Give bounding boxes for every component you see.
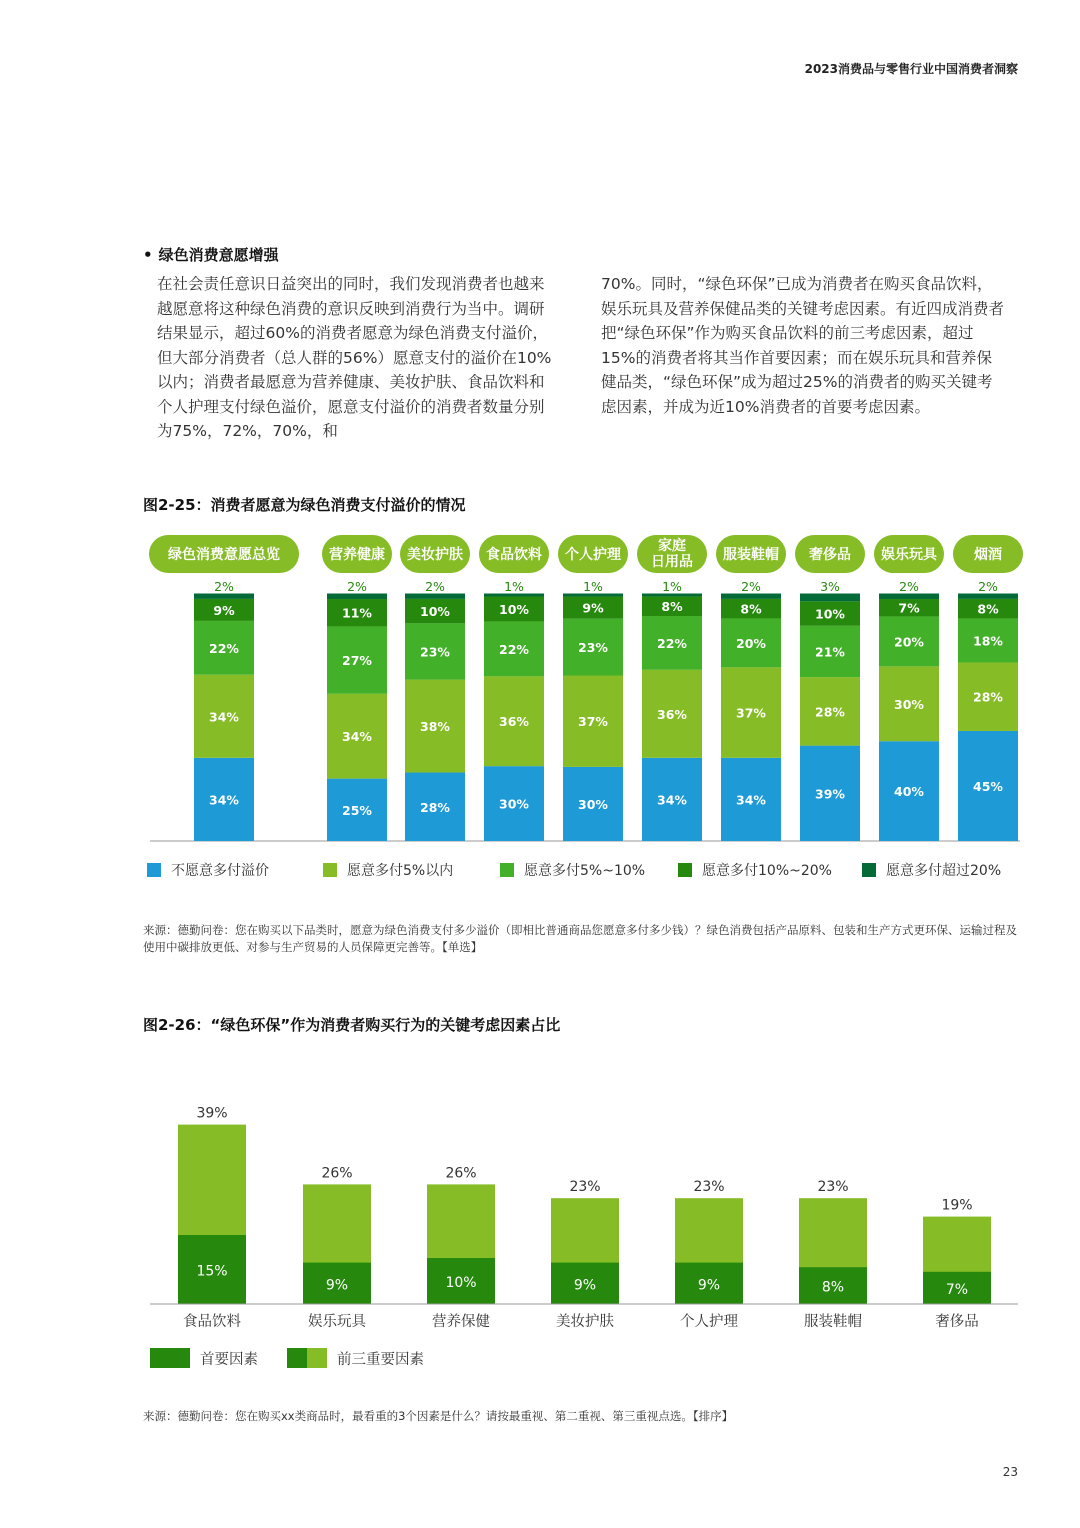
- category-label: 食品饮料: [486, 547, 542, 563]
- legend-label: 愿意多付超过20%: [886, 863, 1002, 879]
- bar-value-label: 7%: [898, 600, 920, 616]
- top-value-label: 2%: [347, 579, 367, 594]
- category-label: 日用品: [651, 554, 693, 570]
- bar-value-label: 38%: [420, 719, 450, 735]
- x-tick-label: 美妆护肤: [556, 1314, 614, 1330]
- bar-total-label: 23%: [569, 1179, 601, 1196]
- bar-value-label: 28%: [815, 704, 845, 720]
- top-value-label: 1%: [504, 579, 524, 594]
- bar-value-label: 30%: [578, 796, 608, 812]
- willingness-stacked-bar-chart: [0, 530, 1080, 890]
- category-label: 奢侈品: [809, 547, 851, 563]
- top-value-label: 2%: [899, 579, 919, 594]
- bar-value-label: 34%: [209, 709, 239, 725]
- bar-value-label: 8%: [740, 601, 762, 617]
- category-label: 服装鞋帽: [723, 547, 779, 563]
- figure1-title: 图2-25：消费者愿意为绿色消费支付溢价的情况: [143, 496, 466, 514]
- bar-value-label: 20%: [736, 635, 766, 651]
- bar-value-label: 9%: [213, 602, 235, 618]
- bar-primary-label: 8%: [821, 1279, 845, 1296]
- top-value-label: 2%: [214, 579, 234, 594]
- legend-label: 愿意多付5%以内: [347, 863, 454, 879]
- bar-value-label: 36%: [657, 706, 687, 722]
- figure2-title: 图2-26：“绿色环保”作为消费者购买行为的关键考虑因素占比: [143, 1016, 561, 1034]
- bar-segment: [879, 594, 939, 599]
- bar-value-label: 45%: [973, 778, 1003, 794]
- legend-label: 前三重要因素: [337, 1352, 424, 1368]
- legend-label: 愿意多付10%~20%: [702, 863, 832, 879]
- bar-total-label: 19%: [941, 1197, 973, 1214]
- page-number: 23: [1002, 1465, 1018, 1479]
- legend-label: 首要因素: [200, 1352, 258, 1368]
- bar-total-label: 26%: [445, 1165, 477, 1182]
- bar-value-label: 34%: [342, 729, 372, 745]
- bar-value-label: 30%: [499, 796, 529, 812]
- category-label: 烟酒: [974, 547, 1002, 563]
- bar-value-label: 8%: [661, 599, 683, 615]
- legend-swatch-top-three-a: [287, 1348, 307, 1368]
- category-label: 娱乐玩具: [881, 547, 937, 563]
- x-tick-label: 营养保健: [432, 1314, 490, 1330]
- category-label: 个人护理: [565, 547, 621, 563]
- bar-segment: [721, 594, 781, 599]
- paragraph-left: 在社会责任意识日益突出的同时，我们发现消费者也越来越愿意将这种绿色消费的意识反映到消费行为当中。调研结果显示，超过60%的消费者愿意为绿色消费支付溢价，但大部分消费者（总人群的56%）愿意支付的溢价在10%以内；消费者最愿意为营养健康、美妆护肤、食品饮料和个人护理支付绿色溢价，愿意支付溢价的消费者数量分别为75%，72%，70%，和: [157, 275, 552, 440]
- bar-value-label: 9%: [582, 600, 604, 616]
- bar-total-label: 23%: [693, 1179, 725, 1196]
- bar-value-label: 34%: [657, 792, 687, 808]
- bar-primary-label: 15%: [196, 1263, 228, 1280]
- bar-value-label: 20%: [894, 634, 924, 650]
- category-label: 美妆护肤: [407, 547, 463, 563]
- legend-label: 愿意多付5%~10%: [524, 863, 646, 879]
- top-value-label: 2%: [425, 579, 445, 594]
- bar-primary-label: 9%: [325, 1277, 349, 1294]
- bar-primary-label: 10%: [445, 1275, 477, 1291]
- figure2-source: 来源：德勤问卷：您在购买xx类商品时，最看重的3个因素是什么？请按最重视、第二重视、第三重视点选。【排序】: [143, 1409, 734, 1423]
- figure1-source: 来源：德勤问卷：您在购买以下品类时，愿意为绿色消费支付多少溢价（即相比普通商品您愿意多付多少钱）？绿色消费包括产品原料、包装和生产方式更环保、运输过程及使用中碳排放更低、对参与生产贸易的人员保障更完善等。【单选】: [143, 923, 1017, 954]
- top-value-label: 2%: [741, 579, 761, 594]
- category-label: 绿色消费意愿总览: [168, 547, 280, 563]
- bar-value-label: 28%: [420, 799, 450, 815]
- bar-value-label: 22%: [499, 641, 529, 657]
- bar-value-label: 30%: [894, 696, 924, 712]
- report-header-title: 2023消费品与零售行业中国消费者洞察: [804, 62, 1018, 76]
- bar-segment: [327, 594, 387, 599]
- bar-segment: [405, 594, 465, 599]
- x-tick-label: 食品饮料: [183, 1314, 241, 1330]
- bar-value-label: 39%: [815, 786, 845, 802]
- bar-value-label: 18%: [973, 633, 1003, 649]
- bar-value-label: 10%: [420, 604, 450, 620]
- bar-value-label: 28%: [973, 689, 1003, 705]
- bar-value-label: 21%: [815, 644, 845, 660]
- paragraph-right: 70%。同时，“绿色环保”已成为消费者在购买食品饮料，娱乐玩具及营养保健品类的关键考虑因素。有近四成消费者把“绿色环保”作为购买食品饮料的前三考虑因素，超过15%的消费者将其当作首要因素；而在娱乐玩具和营养保健品类，“绿色环保”成为超过25%的消费者的购买关键考虑因素，并成为近10%消费者的首要考虑因素。: [601, 275, 1005, 416]
- bar-value-label: 34%: [209, 792, 239, 808]
- bar-value-label: 22%: [657, 635, 687, 651]
- legend-swatch: [678, 863, 692, 877]
- bar-value-label: 40%: [894, 784, 924, 800]
- section-heading: [143, 244, 279, 265]
- bar-value-label: 22%: [209, 640, 239, 656]
- green-factor-bar-chart: [0, 1050, 1080, 1390]
- legend-swatch: [500, 863, 514, 877]
- category-label: 家庭: [658, 538, 686, 554]
- bar-segment: [194, 594, 254, 599]
- legend-swatch: [323, 863, 337, 877]
- legend-swatch: [862, 863, 876, 877]
- bar-total-label: 39%: [196, 1105, 228, 1122]
- bullet-icon: •: [143, 246, 153, 264]
- x-tick-label: 个人护理: [680, 1314, 738, 1330]
- bar-value-label: 10%: [815, 606, 845, 622]
- x-tick-label: 服装鞋帽: [804, 1314, 862, 1330]
- category-label: 营养健康: [329, 547, 385, 563]
- bar-value-label: 25%: [342, 802, 372, 818]
- legend-swatch-top-three-b: [307, 1348, 327, 1368]
- bar-primary-label: 9%: [573, 1277, 597, 1294]
- bar-segment: [800, 594, 860, 601]
- bar-value-label: 23%: [578, 640, 608, 656]
- bar-primary-label: 7%: [945, 1281, 969, 1298]
- bar-value-label: 23%: [420, 644, 450, 660]
- bar-value-label: 27%: [342, 653, 372, 669]
- bar-value-label: 37%: [736, 705, 766, 721]
- top-value-label: 2%: [978, 579, 998, 594]
- legend-swatch-primary: [150, 1348, 190, 1368]
- bar-value-label: 36%: [499, 714, 529, 730]
- legend-swatch: [147, 863, 161, 877]
- x-tick-label: 娱乐玩具: [308, 1314, 366, 1330]
- bar-segment: [958, 594, 1018, 599]
- top-value-label: 3%: [820, 579, 840, 594]
- bar-total-label: 26%: [321, 1165, 353, 1182]
- legend-label: 不愿意多付溢价: [171, 863, 269, 879]
- bar-total-label: 23%: [817, 1179, 849, 1196]
- bar-value-label: 10%: [499, 601, 529, 617]
- section-title: 绿色消费意愿增强: [158, 246, 279, 264]
- x-tick-label: 奢侈品: [935, 1314, 979, 1330]
- bar-value-label: 37%: [578, 714, 608, 730]
- bar-primary-label: 9%: [697, 1277, 721, 1294]
- bar-value-label: 8%: [977, 601, 999, 617]
- bar-value-label: 11%: [342, 605, 372, 621]
- top-value-label: 1%: [662, 579, 682, 594]
- top-value-label: 1%: [583, 579, 603, 594]
- bar-value-label: 34%: [736, 792, 766, 808]
